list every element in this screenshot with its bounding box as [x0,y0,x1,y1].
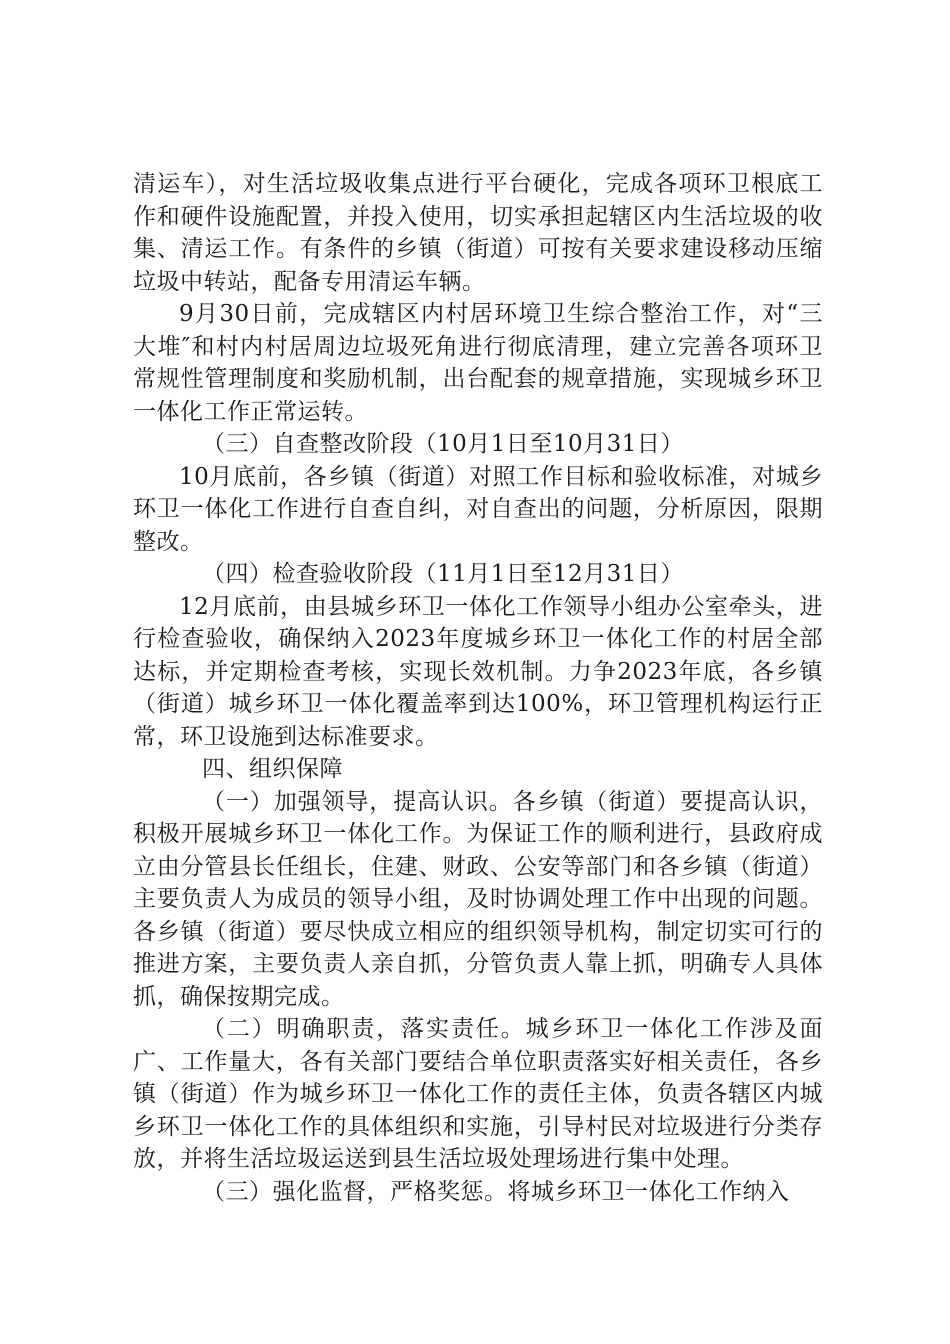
paragraph-supervision: （三）强化监督，严格奖惩。将城乡环卫一体化工作纳入 [202,1178,790,1205]
document-body [133,168,823,1208]
paragraph-october: 10月底前，各乡镇（街道）对照工作目标和验收标准，对城乡环卫一体化工作进行自查自纠，对自查出的问题，分析原因，限期整改。 [133,463,823,555]
paragraph-sept-30: 9月30日前，完成辖区内村居环境卫生综合整治工作，对“三大堆″和村内村居周边垃圾死角进行彻底清理，建立完善各项环卫常规性管理制度和奖励机制，出台配套的规章措施，实现城乡环卫一体化工作正常运转。 [133,301,823,425]
section-heading-organization: 四、组织保障 [202,756,343,782]
paragraph-december: 12月底前，由县城乡环卫一体化工作领导小组办公室牵头，进行检查验收，确保纳入2023年度城乡环卫一体化工作的村居全部达标，并定期检查考核，实现长效机制。力争2023年底，各乡镇（街道）城乡环卫一体化覆盖率到达100%，环卫管理机构运行正常，环卫设施到达标准要求。 [133,593,823,750]
paragraph-leadership: （一）加强领导，提高认识。各乡镇（街道）要提高认识，积极开展城乡环卫一体化工作。为保证工作的顺利进行，县政府成立由分管县长任组长，住建、财政、公安等部门和各乡镇（街道）主要负责人为成员的领导小组，及时协调处理工作中出现的问题。各乡镇（街道）要尽快成立相应的组织领导机构，制定切实可行的推进方案，主要负责人亲自抓，分管负责人靠上抓，明确专人具体抓，确保按期完成。 [133,788,823,1010]
paragraph-continuation: 清运车），对生活垃圾收集点进行平台硬化，完成各项环卫根底工作和硬件设施配置，并投入使用，切实承担起辖区内生活垃圾的收集、清运工作。有条件的乡镇（街道）可按有关要求建设移动压缩垃圾中转站，配备专用清运车辆。 [133,171,823,295]
section-heading-self-check: （三）自查整改阶段（10月1日至10月31日） [202,431,684,457]
section-heading-inspection: （四）检查验收阶段（11月1日至12月31日） [202,561,684,587]
paragraph-responsibility: （二）明确职责，落实责任。城乡环卫一体化工作涉及面广、工作量大，各有关部门要结合单位职责落实好相关责任，各乡镇（街道）作为城乡环卫一体化工作的责任主体，负责各辖区内城乡环卫一体化工作的具体组织和实施，引导村民对垃圾进行分类存放，并将生活垃圾运送到县生活垃圾处理场进行集中处理。 [133,1016,823,1172]
